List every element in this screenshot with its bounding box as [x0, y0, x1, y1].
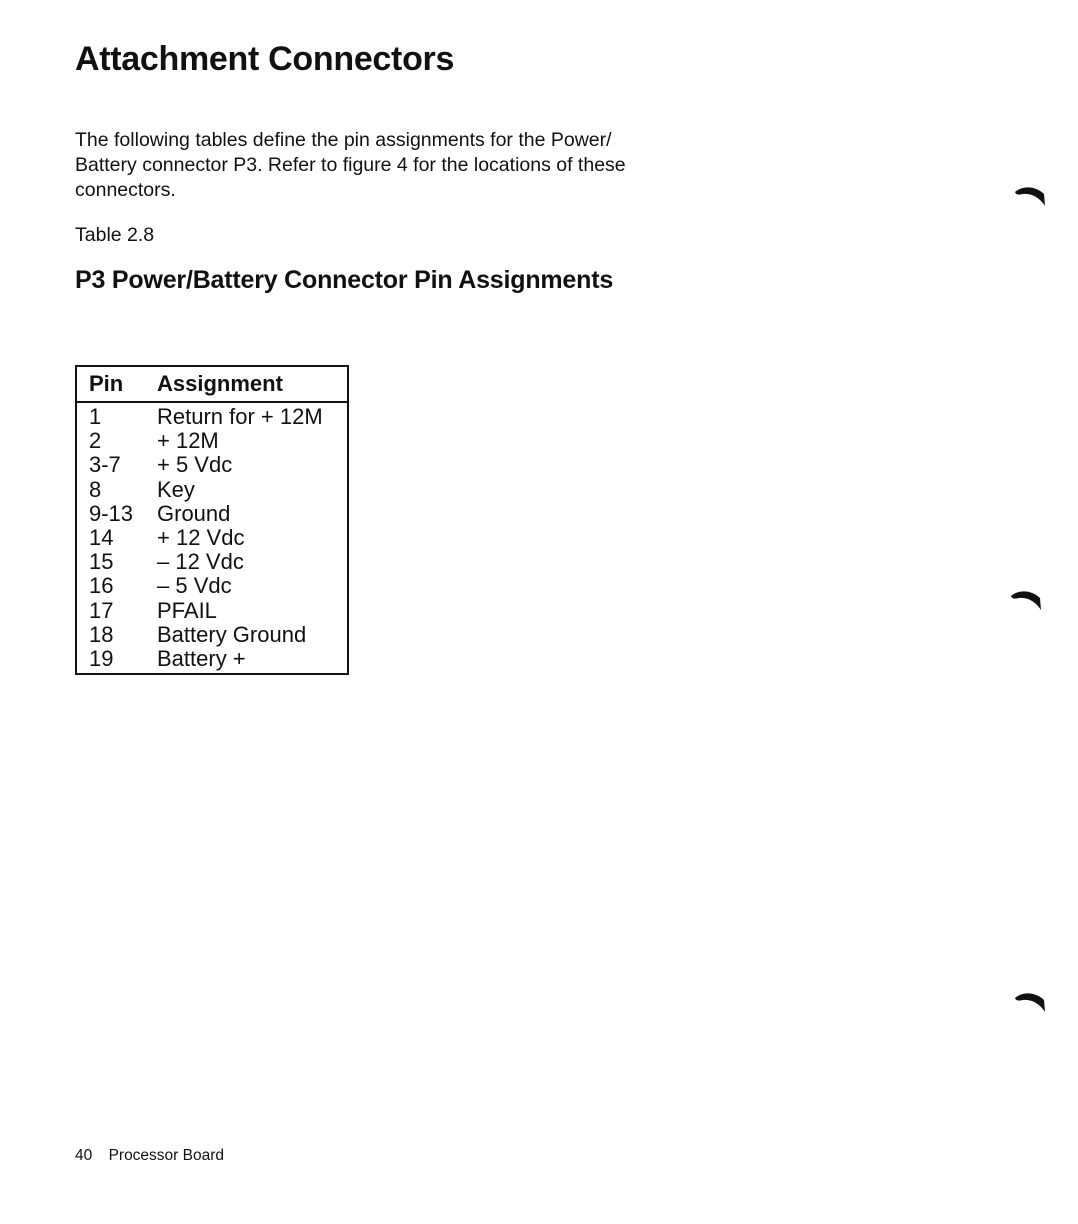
table-row — [77, 453, 347, 477]
table-header-row — [77, 367, 347, 403]
assignment-cell: + 12 Vdc — [157, 525, 245, 551]
table-row — [77, 574, 347, 598]
assignment-cell: + 5 Vdc — [157, 452, 233, 478]
assignment-cell: PFAIL — [157, 597, 217, 623]
assignment-cell: Battery + — [157, 645, 246, 671]
assignment-cell: – 12 Vdc — [157, 549, 244, 575]
table-row — [77, 647, 347, 671]
pin-cell: 9-13 — [89, 500, 134, 526]
binder-tab-mark-icon — [1014, 991, 1046, 1013]
pin-assignment-table — [75, 365, 349, 675]
pin-cell: 17 — [89, 597, 114, 623]
table-row — [77, 599, 347, 623]
pin-cell: 8 — [89, 476, 102, 502]
page-number: 40 — [75, 1147, 93, 1164]
assignment-cell: Key — [157, 476, 195, 502]
assignment-cell: Ground — [157, 500, 231, 526]
table-row — [77, 405, 347, 429]
table-row — [77, 526, 347, 550]
footer-section-title: Processor Board — [108, 1147, 225, 1164]
intro-paragraph: The following tables define the pin assignments for the Power/ Battery connector P3. Refer to figure 4 for the locations of these connectors. — [75, 129, 626, 201]
assignment-cell: Return for + 12M — [157, 404, 323, 430]
assignment-cell: Battery Ground — [157, 621, 307, 647]
table-row — [77, 478, 347, 502]
pin-cell: 15 — [89, 549, 114, 575]
table-row — [77, 623, 347, 647]
binder-tab-mark-icon — [1014, 185, 1046, 207]
pin-cell: 3-7 — [89, 452, 121, 478]
table-number: Table 2.8 — [75, 224, 155, 246]
pin-cell: 19 — [89, 645, 114, 671]
column-header-assignment: Assignment — [157, 371, 283, 396]
pin-cell: 14 — [89, 525, 114, 551]
pin-cell: 18 — [89, 621, 114, 647]
table-row — [77, 550, 347, 574]
binder-tab-mark-icon — [1010, 589, 1042, 611]
table-title: P3 Power/Battery Connector Pin Assignments — [75, 266, 614, 294]
table-body — [77, 403, 347, 673]
table-row — [77, 502, 347, 526]
assignment-cell: + 12M — [157, 428, 219, 454]
assignment-cell: – 5 Vdc — [157, 573, 232, 599]
pin-cell: 2 — [89, 428, 102, 454]
pin-cell: 1 — [89, 404, 102, 430]
page-footer — [75, 1147, 224, 1165]
table-row — [77, 429, 347, 453]
pin-cell: 16 — [89, 573, 114, 599]
page-title: Attachment Connectors — [75, 40, 455, 78]
column-header-pin: Pin — [89, 371, 124, 396]
